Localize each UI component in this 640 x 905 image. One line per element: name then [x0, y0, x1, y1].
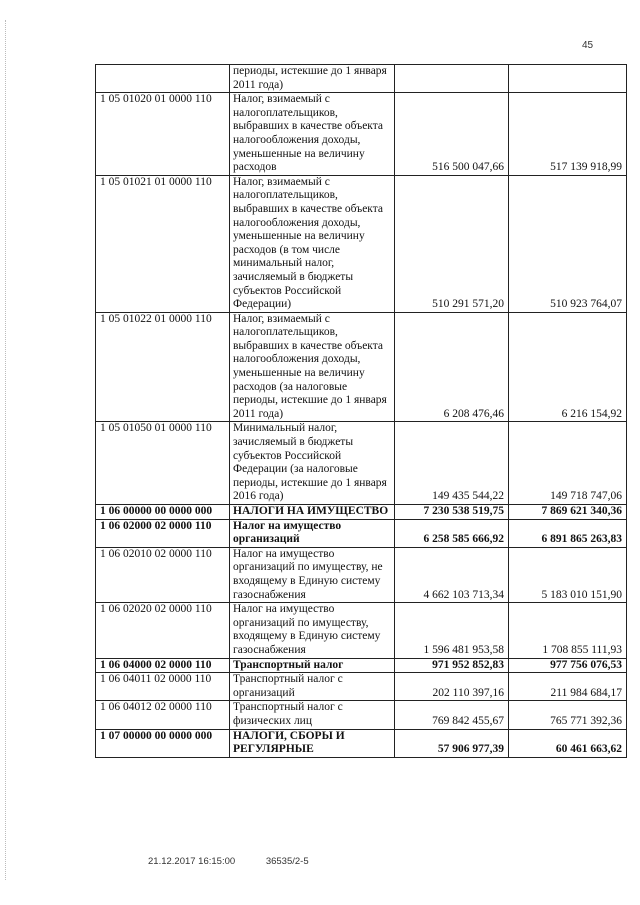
row-value-2018: 510 923 764,07 [509, 175, 627, 312]
row-name: Налог, взимаемый с налогоплательщиков, выбравших в качестве объекта налогообложения доходы, уменьшенные на величину расходов (в том числе минимальный налог, зачисляемый в бюджеты субъектов Российской Федерации) [230, 175, 395, 312]
row-name: НАЛОГИ, СБОРЫ И РЕГУЛЯРНЫЕ [230, 729, 395, 757]
row-value-2018: 1 708 855 111,93 [509, 603, 627, 658]
row-value-2017: 971 952 852,83 [395, 658, 509, 673]
table-row [96, 175, 627, 312]
row-code: 1 05 01020 01 0000 110 [96, 93, 230, 176]
row-code: 1 06 02000 02 0000 110 [96, 519, 230, 547]
footer-stamp [148, 856, 337, 867]
row-name: периоды, истекшие до 1 января 2011 года) [230, 65, 395, 93]
row-code: 1 05 01050 01 0000 110 [96, 422, 230, 505]
table-row [96, 603, 627, 658]
row-value-2018: 765 771 392,36 [509, 701, 627, 729]
row-code: 1 06 04012 02 0000 110 [96, 701, 230, 729]
row-value-2017: 57 906 977,39 [395, 729, 509, 757]
row-code: 1 06 02020 02 0000 110 [96, 603, 230, 658]
row-name: Налог на имущество организаций по имуществу, не входящему в Единую систему газоснабжения [230, 547, 395, 602]
row-value-2018: 60 461 663,62 [509, 729, 627, 757]
row-value-2017: 6 258 585 666,92 [395, 519, 509, 547]
footer-datetime: 21.12.2017 16:15:00 [148, 856, 236, 867]
row-name: Налог на имущество организаций [230, 519, 395, 547]
table-row [96, 65, 627, 93]
row-code: 1 05 01021 01 0000 110 [96, 175, 230, 312]
revenue-table [95, 64, 627, 758]
row-value-2017: 516 500 047,66 [395, 93, 509, 176]
table-row [96, 673, 627, 701]
footer-doc-id: 36535/2-5 [265, 856, 309, 867]
row-code: 1 06 02010 02 0000 110 [96, 547, 230, 602]
row-value-2017: 510 291 571,20 [395, 175, 509, 312]
table-row [96, 701, 627, 729]
row-value-2018 [509, 65, 627, 93]
row-code: 1 05 01022 01 0000 110 [96, 312, 230, 422]
row-value-2017: 7 230 538 519,75 [395, 505, 509, 520]
row-value-2018: 6 891 865 263,83 [509, 519, 627, 547]
row-name: Минимальный налог, зачисляемый в бюджеты субъектов Российской Федерации (за налоговые периоды, истекшие до 1 января 2016 года) [230, 422, 395, 505]
table-row [96, 312, 627, 422]
row-name: Налог на имущество организаций по имуществу, входящему в Единую систему газоснабжения [230, 603, 395, 658]
row-code: 1 06 04000 02 0000 110 [96, 658, 230, 673]
row-value-2017: 149 435 544,22 [395, 422, 509, 505]
row-name: НАЛОГИ НА ИМУЩЕСТВО [230, 505, 395, 520]
row-name: Налог, взимаемый с налогоплательщиков, выбравших в качестве объекта налогообложения доходы, уменьшенные на величину расходов (за налоговые периоды, истекшие до 1 января 2011 года) [230, 312, 395, 422]
row-value-2017 [395, 65, 509, 93]
table-row [96, 729, 627, 757]
row-value-2017: 1 596 481 953,58 [395, 603, 509, 658]
row-name: Транспортный налог с физических лиц [230, 701, 395, 729]
row-value-2018: 5 183 010 151,90 [509, 547, 627, 602]
row-value-2018: 7 869 621 340,36 [509, 505, 627, 520]
scan-margin-line [5, 20, 7, 880]
row-name: Транспортный налог с организаций [230, 673, 395, 701]
table-row [96, 422, 627, 505]
row-code: 1 06 00000 00 0000 000 [96, 505, 230, 520]
table-row [96, 505, 627, 520]
table-row [96, 519, 627, 547]
row-value-2018: 149 718 747,06 [509, 422, 627, 505]
row-value-2018: 6 216 154,92 [509, 312, 627, 422]
page-number: 45 [582, 40, 594, 51]
row-code [96, 65, 230, 93]
row-name: Налог, взимаемый с налогоплательщиков, выбравших в качестве объекта налогообложения доходы, уменьшенные на величину расходов [230, 93, 395, 176]
row-value-2018: 211 984 684,17 [509, 673, 627, 701]
row-code: 1 06 04011 02 0000 110 [96, 673, 230, 701]
row-value-2017: 4 662 103 713,34 [395, 547, 509, 602]
row-code: 1 07 00000 00 0000 000 [96, 729, 230, 757]
row-value-2017: 6 208 476,46 [395, 312, 509, 422]
table-row [96, 93, 627, 176]
row-name: Транспортный налог [230, 658, 395, 673]
row-value-2018: 517 139 918,99 [509, 93, 627, 176]
row-value-2017: 769 842 455,67 [395, 701, 509, 729]
table-row [96, 547, 627, 602]
row-value-2018: 977 756 076,53 [509, 658, 627, 673]
table-row [96, 658, 627, 673]
row-value-2017: 202 110 397,16 [395, 673, 509, 701]
